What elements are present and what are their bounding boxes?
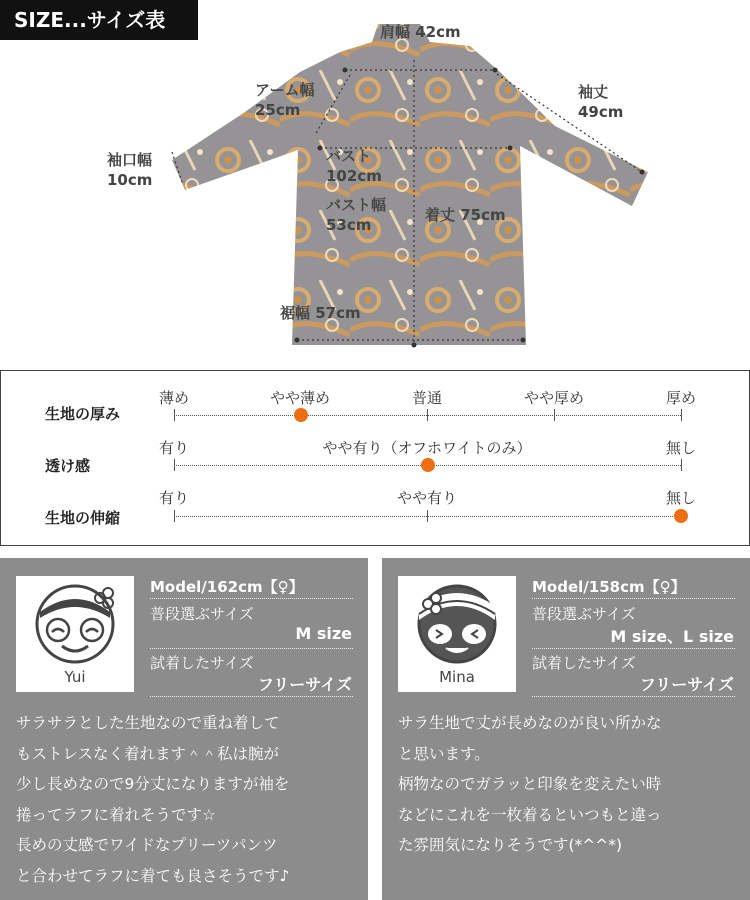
tried-size-label: 試着したサイズ: [532, 654, 636, 672]
tried-size-value: フリーサイズ: [639, 675, 734, 694]
transparency-tick-label: やや有り（オフホワイトのみ）: [322, 439, 532, 457]
model-header: Model/162cm【♀】: [150, 578, 304, 596]
stretch-tick-label: やや有り: [396, 489, 458, 507]
usual-size-value: M size、L size: [610, 627, 734, 646]
cuff-width-label: [107, 150, 152, 190]
fabric-properties: [0, 370, 750, 546]
thickness-tick-label: 普通: [411, 389, 443, 407]
thickness-tick-label: やや薄め: [269, 389, 331, 407]
sleeve-length-label: [578, 82, 623, 122]
comment-line: 捲ってラフに着れそうです☆: [16, 805, 216, 824]
arm-width-title: アーム幅: [255, 81, 315, 99]
stretch-label: 生地の伸縮: [45, 509, 121, 527]
model-header: Model/158cm【♀】: [532, 578, 686, 596]
sleeve-length-title: 袖丈: [578, 83, 609, 101]
hem-width-label: 裾幅 57cm: [280, 304, 361, 322]
transparency-tick-label: 有り: [158, 439, 190, 457]
length-label: 着丈 75cm: [425, 206, 506, 224]
transparency-label: 透け感: [45, 457, 91, 475]
arm-width-value: 25cm: [255, 101, 301, 119]
model-name: Yui: [64, 668, 86, 686]
cuff-width-title: 袖口幅: [107, 151, 153, 169]
transparency-indicator: [421, 458, 435, 472]
usual-size-label: 普段選ぶサイズ: [150, 605, 254, 623]
comment-line: と思います。: [398, 744, 490, 763]
avatar-face-icon: [398, 576, 516, 676]
avatar: [16, 576, 134, 692]
tried-size-value: フリーサイズ: [257, 675, 352, 694]
cuff-width-value: 10cm: [107, 171, 153, 189]
comment-line: 柄物なのでガラッと印象を変えたい時: [398, 775, 662, 793]
comment-line: た雰囲気になりそうです(*^^*): [398, 836, 623, 854]
thickness-tick-label: 厚め: [665, 389, 697, 407]
avatar-face-icon: [16, 576, 134, 676]
bust-label: [326, 146, 382, 186]
bust-width-label: [326, 195, 386, 235]
tried-size-label: 試着したサイズ: [150, 654, 254, 672]
thickness-tick-label: やや厚め: [523, 389, 585, 407]
model-name: Mina: [439, 668, 475, 686]
usual-size-label: 普段選ぶサイズ: [532, 605, 636, 623]
sleeve-length-value: 49cm: [578, 103, 624, 121]
stretch-indicator: [674, 509, 688, 523]
model-panel-yui: [0, 558, 368, 900]
model-comment: [16, 708, 289, 891]
avatar: [398, 576, 516, 692]
model-comment: [398, 708, 662, 861]
comment-line: サラ生地で丈が長めなのが良い所かな: [398, 714, 662, 732]
bust-width-value: 53cm: [326, 216, 372, 234]
comment-line: もストレスなく着れます＾＾私は腕が: [16, 744, 280, 763]
comment-line: 長めの丈感でワイドなプリーツパンツ: [16, 836, 278, 854]
model-panel-mina: [382, 558, 750, 900]
usual-size-value: M size: [295, 624, 352, 643]
bust-width-title: バスト幅: [326, 196, 387, 214]
bust-value: 102cm: [326, 167, 382, 185]
bust-title: バスト: [326, 147, 372, 165]
stretch-tick-label: 有り: [158, 489, 190, 507]
size-header: SIZE...サイズ表: [0, 0, 198, 40]
comment-line: と合わせてラフに着ても良さそうです♪: [16, 866, 290, 885]
stretch-tick-label: 無し: [665, 489, 697, 507]
thickness-label: 生地の厚み: [45, 405, 121, 423]
thickness-indicator: [294, 408, 308, 422]
shoulder-label: 肩幅 42cm: [380, 23, 461, 41]
comment-line: サラサラとした生地なので重ね着して: [16, 714, 280, 732]
transparency-tick-label: 無し: [665, 439, 697, 457]
thickness-tick-label: 薄め: [158, 389, 190, 407]
arm-width-label: [255, 80, 315, 120]
comment-line: 少し長めなので9分丈になりますが袖を: [16, 775, 290, 793]
garment-body: [172, 24, 648, 345]
comment-line: などにこれを一枚着るといつもと違っ: [398, 805, 662, 824]
